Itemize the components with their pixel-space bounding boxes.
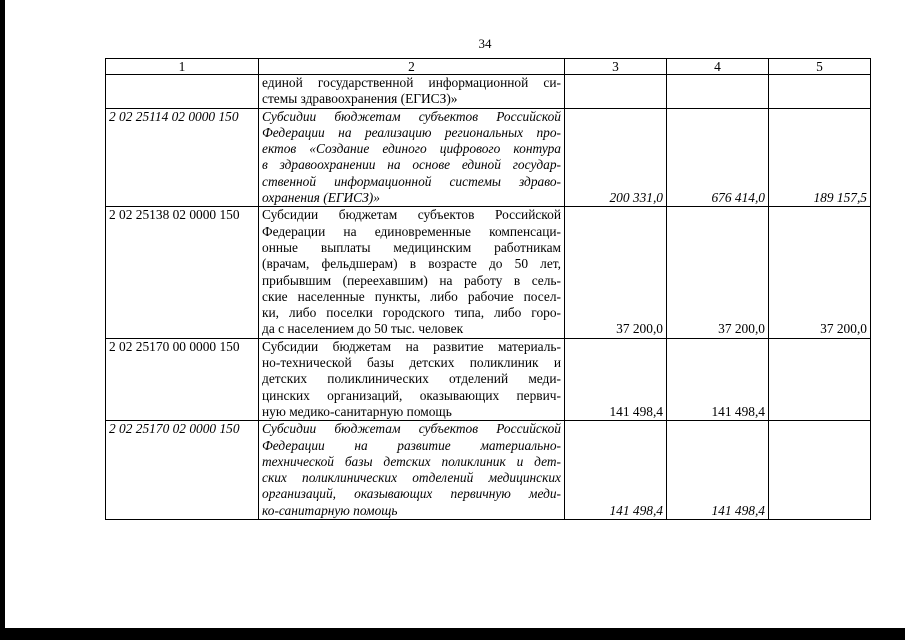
amount-cell-col5: 37 200,0 [769, 207, 871, 338]
description-cell [259, 338, 565, 420]
amount-cell-col3: 141 498,4 [565, 421, 667, 520]
header-cell-1: 1 [106, 59, 259, 75]
amount-cell-col4: 676 414,0 [667, 108, 769, 207]
description-line: прибывшим (переехавшим) на работу в сель- [262, 272, 561, 288]
description-line: организаций, оказывающих первичную меди- [262, 486, 561, 502]
description-line: цинских организаций, оказывающих первич- [262, 387, 561, 403]
description-line: технической базы детских поликлиник и дет- [262, 453, 561, 469]
amount-cell-col5 [769, 75, 871, 109]
description-line: стемы здравоохранения (ЕГИСЗ)» [262, 91, 458, 107]
amount-cell-col5 [769, 421, 871, 520]
table-header-row [106, 59, 871, 75]
amount-cell-col3: 37 200,0 [565, 207, 667, 338]
description-line: детских поликлинических отделений меди- [262, 371, 561, 387]
description-line: ских поликлинических отделений медицинских [262, 470, 561, 486]
description-line: ную медико-санитарную помощь [262, 403, 452, 419]
amount-cell-col4: 141 498,4 [667, 421, 769, 520]
description-line: да с населением до 50 тыс. человек [262, 321, 464, 337]
budget-code-cell: 2 02 25114 02 0000 150 [106, 108, 259, 207]
description-cell [259, 108, 565, 207]
description-line: ские населенные пункты, либо рабочие посел- [262, 288, 561, 304]
header-cell-4: 4 [667, 59, 769, 75]
table-row [106, 338, 871, 420]
description-line: Федерации на развитие материально- [262, 437, 561, 453]
table-body [106, 59, 871, 520]
amount-cell-col5: 189 157,5 [769, 108, 871, 207]
table-row [106, 421, 871, 520]
amount-cell-col4: 141 498,4 [667, 338, 769, 420]
header-cell-5: 5 [769, 59, 871, 75]
header-cell-3: 3 [565, 59, 667, 75]
description-cell [259, 207, 565, 338]
budget-code-cell [106, 75, 259, 109]
description-line: (врачам, фельдшерам) в возрасте до 50 лет, [262, 256, 561, 272]
budget-code-cell: 2 02 25170 00 0000 150 [106, 338, 259, 420]
budget-code-cell: 2 02 25138 02 0000 150 [106, 207, 259, 338]
description-line: Субсидии бюджетам субъектов Российской [262, 108, 561, 124]
description-line: Федерации на единовременные компенсаци- [262, 223, 561, 239]
amount-cell-col4 [667, 75, 769, 109]
budget-code-cell: 2 02 25170 02 0000 150 [106, 421, 259, 520]
description-cell [259, 421, 565, 520]
amount-cell-col4: 37 200,0 [667, 207, 769, 338]
description-line: единой государственной информационной си- [262, 75, 561, 90]
description-line: охранения (ЕГИСЗ)» [262, 190, 380, 206]
amount-cell-col5 [769, 338, 871, 420]
description-line: онные выплаты медицинским работникам [262, 239, 561, 255]
scan-edge-left [0, 0, 5, 640]
header-cell-2: 2 [259, 59, 565, 75]
scan-edge-bottom [0, 628, 905, 640]
amount-cell-col3 [565, 75, 667, 109]
description-cell [259, 75, 565, 109]
amount-cell-col3: 141 498,4 [565, 338, 667, 420]
table-row [106, 75, 871, 109]
table-row [106, 207, 871, 338]
description-line: Субсидии бюджетам субъектов Российской [262, 207, 561, 223]
description-line: ектов «Создание единого цифрового контура [262, 141, 561, 157]
budget-table [105, 58, 871, 520]
description-line: Субсидии бюджетам субъектов Российской [262, 421, 561, 437]
amount-cell-col3: 200 331,0 [565, 108, 667, 207]
description-line: ки, либо поселки городского типа, либо горо- [262, 305, 561, 321]
description-line: ственной информационной системы здраво- [262, 173, 561, 189]
description-line: ко-санитарную помощь [262, 502, 398, 518]
description-line: Субсидии бюджетам на развитие материаль- [262, 338, 561, 354]
description-line: в здравоохранении на основе единой государ- [262, 157, 561, 173]
table-row [106, 108, 871, 207]
description-line: но-технической базы детских поликлиник и [262, 355, 561, 371]
description-line: Федерации на реализацию региональных про- [262, 124, 561, 140]
page-number: 34 [478, 36, 492, 51]
